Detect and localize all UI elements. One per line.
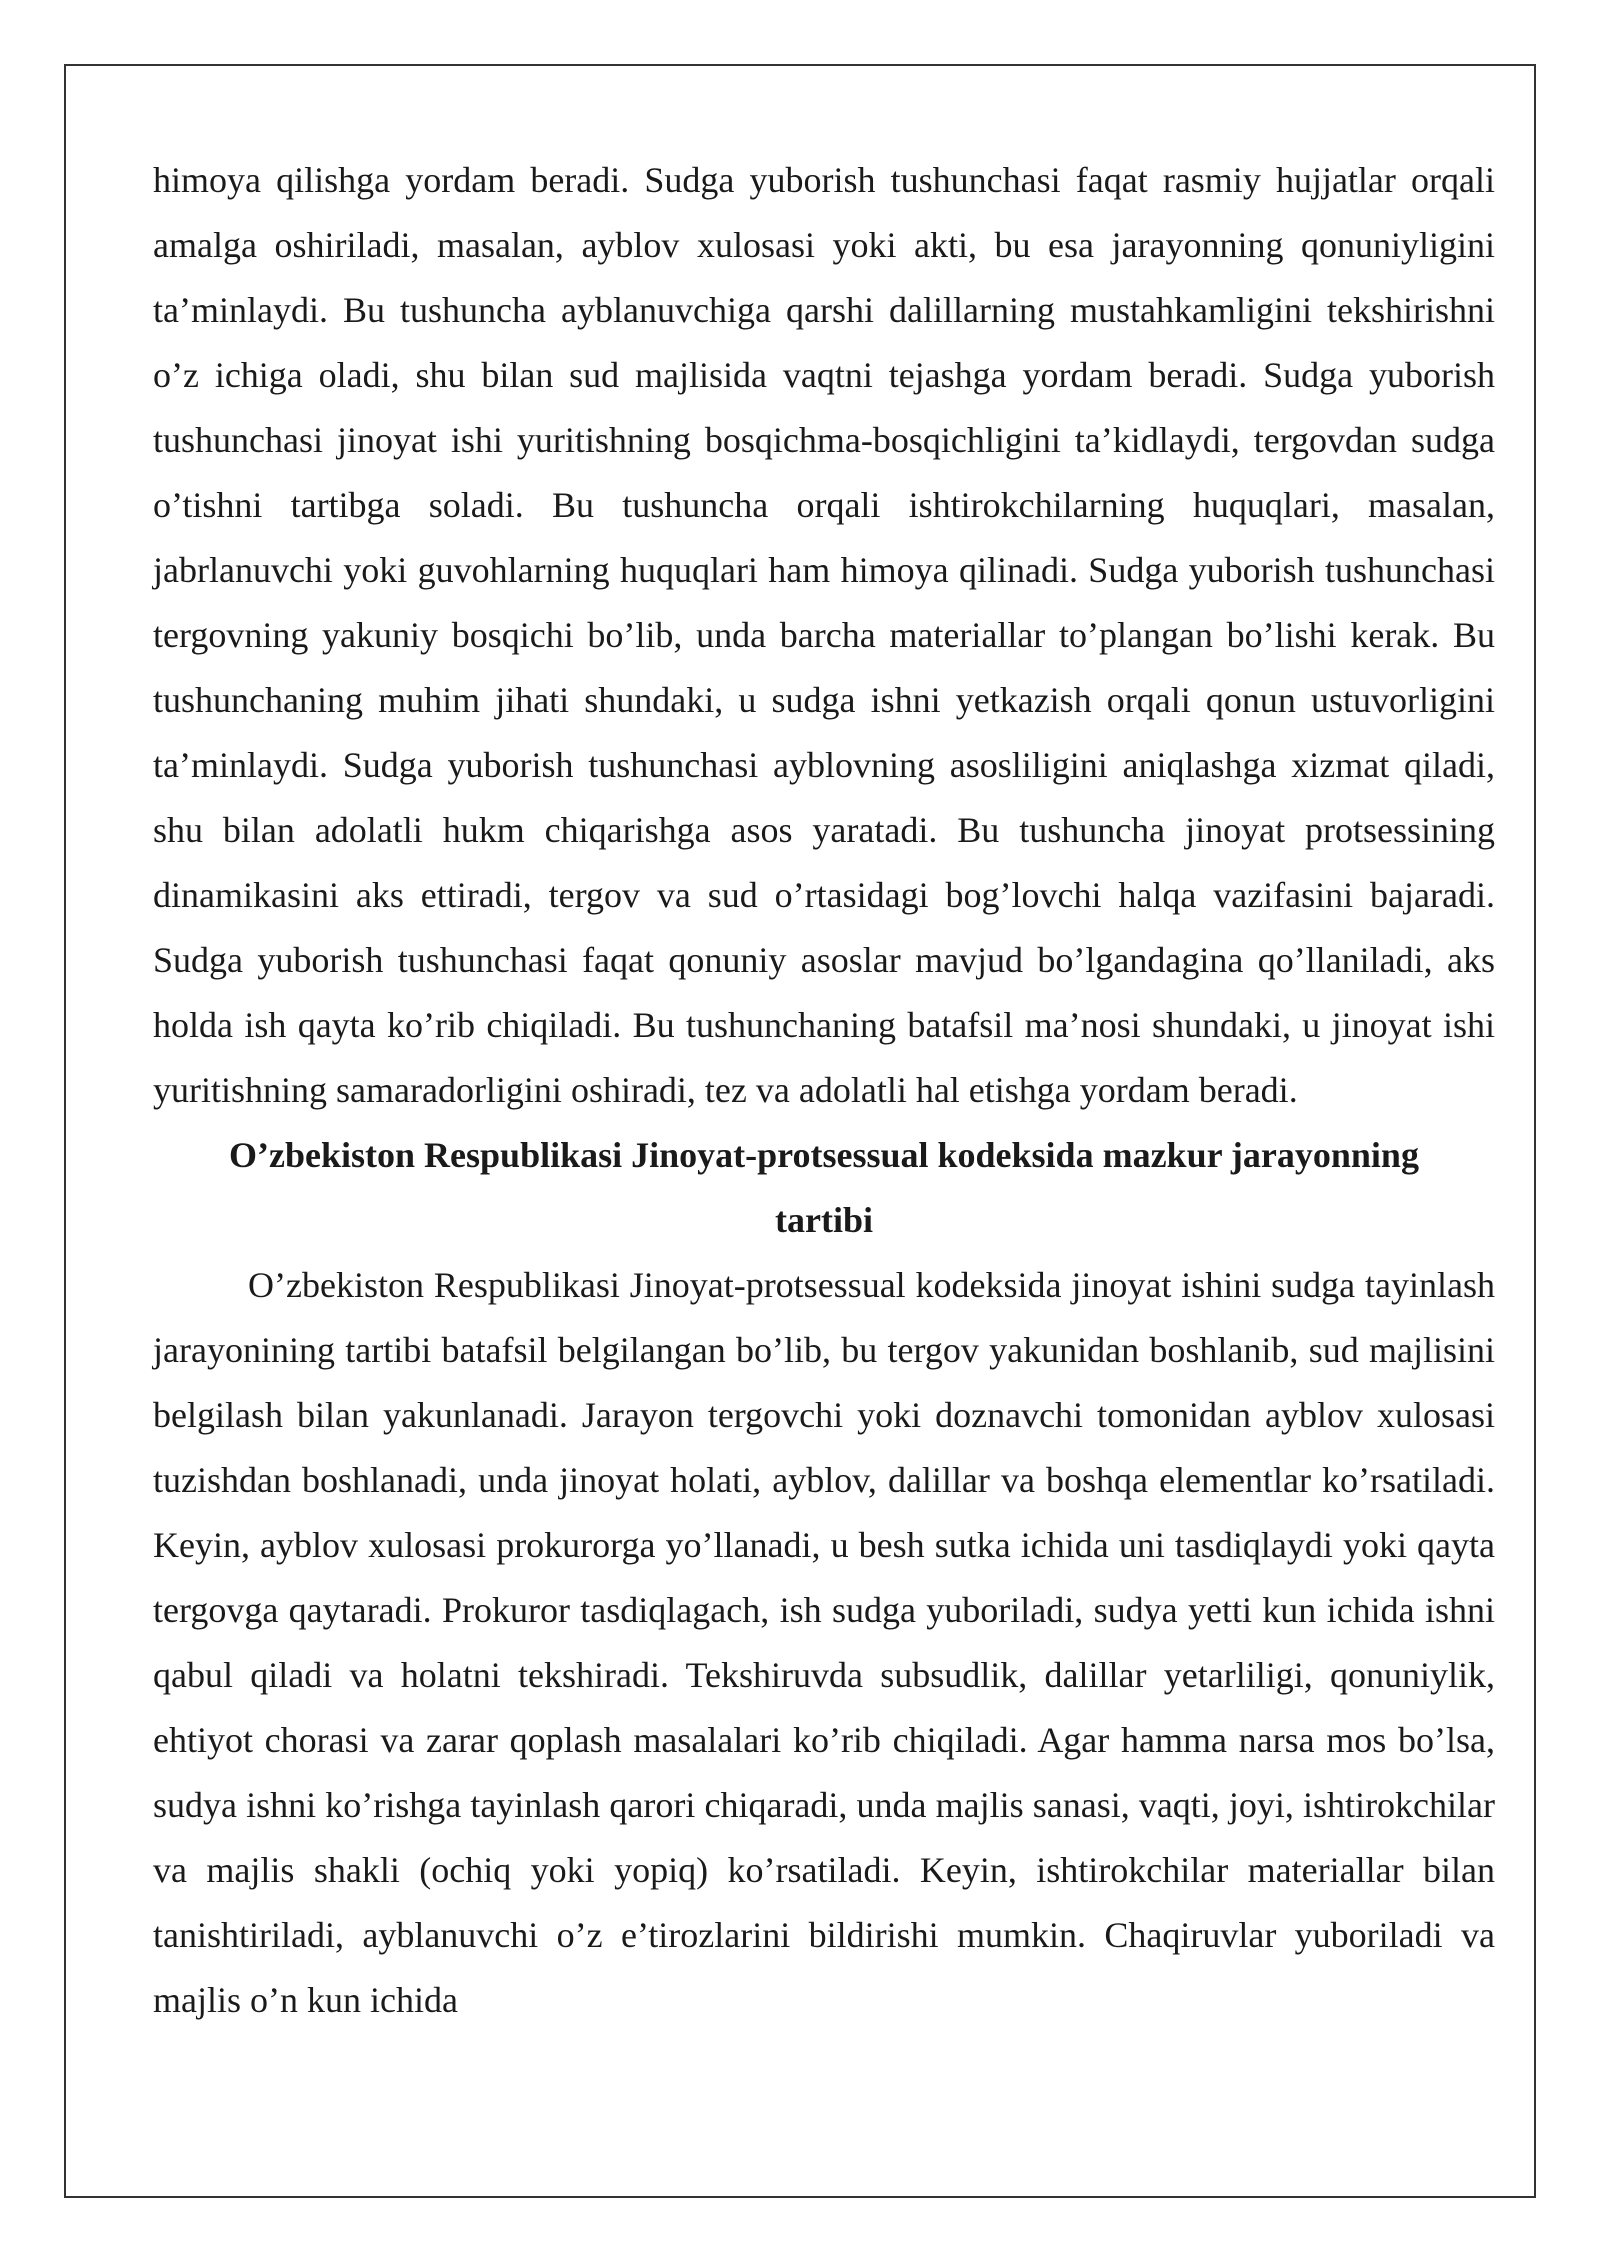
- section-heading: O’zbekiston Respublikasi Jinoyat-protsessual kodeksida mazkur jarayonning tartibi: [229, 1135, 1419, 1240]
- body-paragraph: O’zbekiston Respublikasi Jinoyat-protsessual kodeksida jinoyat ishini sudga tayinlash jarayonining tartibi batafsil belgilangan bo’lib, bu tergov yakunidan boshlanib, sud majlisini belgilash bilan yakunlanadi. Jarayon tergovchi yoki doznavchi tomonidan ayblov xulosasi tuzishdan boshlanadi, unda jinoyat holati, ayblov, dalillar va boshqa elementlar ko’rsatiladi. Keyin, ayblov xulosasi prokurorga yo’llanadi, u besh sutka ichida uni tasdiqlaydi yoki qayta tergovga qaytaradi. Prokuror tasdiqlagach, ish sudga yuboriladi, sudya yetti kun ichida ishni qabul qiladi va holatni tekshiradi. Tekshiruvda subsudlik, dalillar yetarliligi, qonuniylik, ehtiyot chorasi va zarar qoplash masalalari ko’rib chiqiladi. Agar hamma narsa mos bo’lsa, sudya ishni ko’rishga tayinlash qarori chiqaradi, unda majlis sanasi, vaqti, joyi, ishtirokchilar va majlis shakli (ochiq yoki yopiq) ko’rsatiladi. Keyin, ishtirokchilar materiallar bilan tanishtiriladi, ayblanuvchi o’z e’tirozlarini bildirishi mumkin. Chaqiruvlar yuboriladi va majlis o’n kun ichida: [153, 1265, 1495, 2020]
- body-paragraph: himoya qilishga yordam beradi. Sudga yuborish tushunchasi faqat rasmiy hujjatlar orqali amalga oshiriladi, masalan, ayblov xulosasi yoki akti, bu esa jarayonning qonuniyligini ta’minlaydi. Bu tushuncha ayblanuvchiga qarshi dalillarning mustahkamligini tekshirishni o’z ichiga oladi, shu bilan sud majlisida vaqtni tejashga yordam beradi. Sudga yuborish tushunchasi jinoyat ishi yuritishning bosqichma-bosqichligini ta’kidlaydi, tergovdan sudga o’tishni tartibga soladi. Bu tushuncha orqali ishtirokchilarning huquqlari, masalan, jabrlanuvchi yoki guvohlarning huquqlari ham himoya qilinadi. Sudga yuborish tushunchasi tergovning yakuniy bosqichi bo’lib, unda barcha materiallar to’plangan bo’lishi kerak. Bu tushunchaning muhim jihati shundaki, u sudga ishni yetkazish orqali qonun ustuvorligini ta’minlaydi. Sudga yuborish tushunchasi ayblovning asosliligini aniqlashga xizmat qiladi, shu bilan adolatli hukm chiqarishga asos yaratadi. Bu tushuncha jinoyat protsessining dinamikasini aks ettiradi, tergov va sud o’rtasidagi bog’lovchi halqa vazifasini bajaradi. Sudga yuborish tushunchasi faqat qonuniy asoslar mavjud bo’lgandagina qo’llaniladi, aks holda ish qayta ko’rib chiqiladi. Bu tushunchaning batafsil ma’nosi shundaki, u jinoyat ishi yuritishning samaradorligini oshiradi, tez va adolatli hal etishga yordam beradi.: [153, 160, 1495, 1110]
- document-body: [153, 148, 1495, 2033]
